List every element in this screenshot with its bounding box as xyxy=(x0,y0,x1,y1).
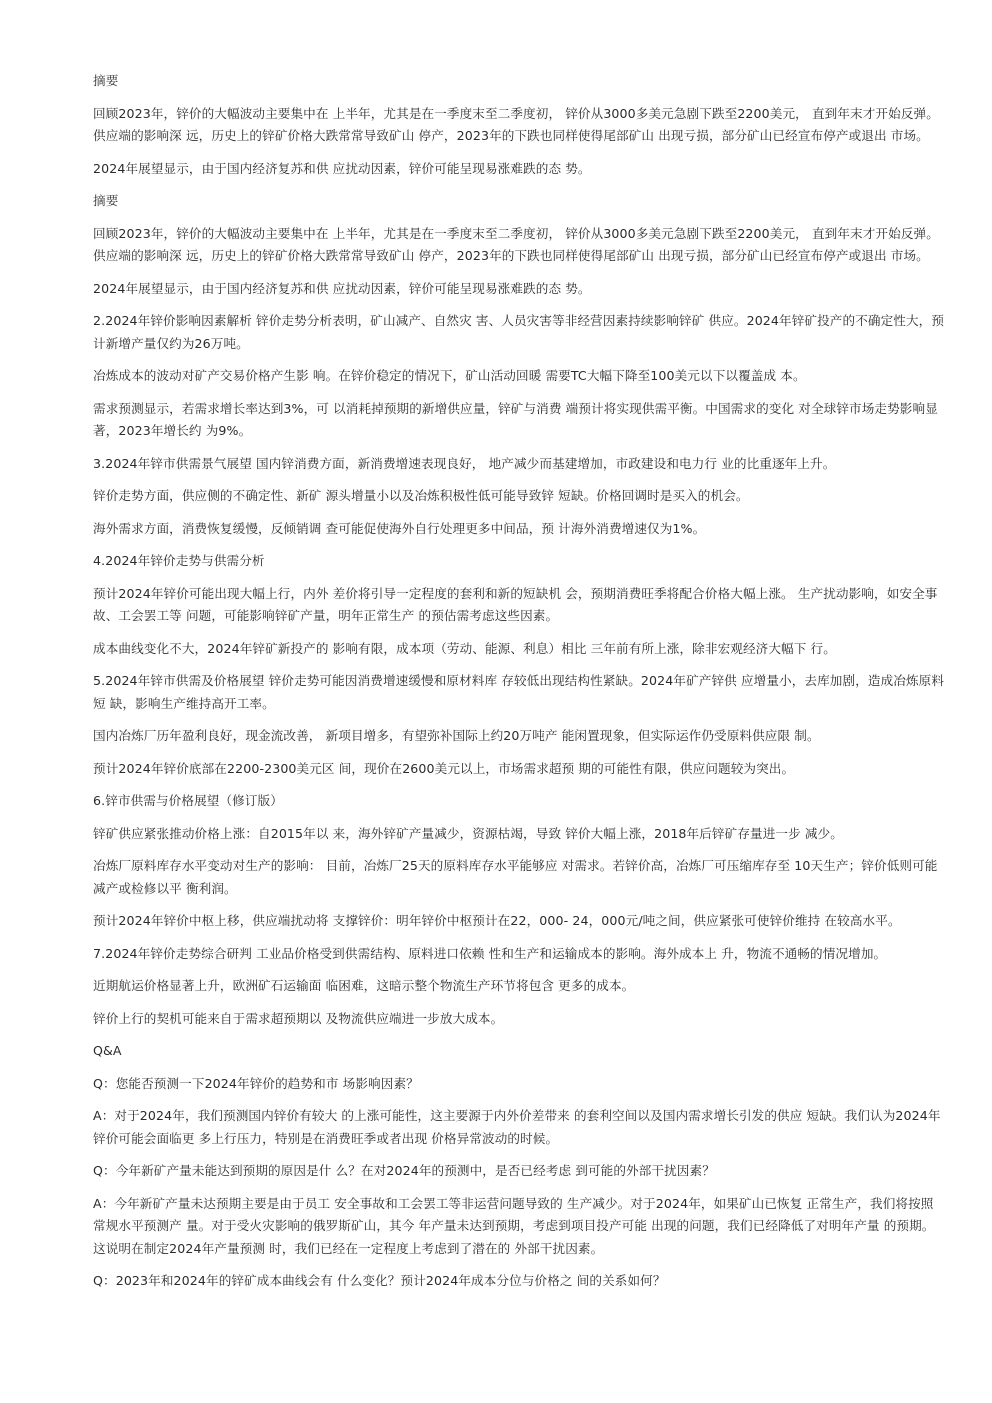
question-3: Q：2023年和2024年的锌矿成本曲线会有 什么变化？预计2024年成本分位与价格之 间的关系如何？ xyxy=(93,1273,666,1288)
price-trend-paragraph: 锌价走势方面，供应侧的不确定性、新矿 源头增量小以及冶炼积极性低可能导致锌 短缺。价格回调时是买入的机会。 xyxy=(93,488,749,503)
shipping-paragraph: 近期航运价格显著上升，欧洲矿石运输面 临困难，这暗示整个物流生产环节将包含 更多的成本。 xyxy=(93,978,635,993)
document-page xyxy=(93,70,945,1303)
section-7-paragraph: 7.2024年锌价走势综合研判 工业品价格受到供需结构、原料进口依赖 性和生产和运输成本的影响。海外成本上 升，物流不通畅的情况增加。 xyxy=(93,945,887,961)
smelter-inventory-paragraph: 冶炼厂原料库存水平变动对生产的影响： 目前，冶炼厂25天的原料库存水平能够应 对需求。若锌价高，冶炼厂可压缩库存至 10天生产；锌价低则可能减产或检修以平 衡利润。 xyxy=(93,858,938,896)
demand-forecast-paragraph: 需求预测显示，若需求增长率达到3%，可 以消耗掉预期的新增供应量，锌矿与消费 端预计将实现供需平衡。中国需求的变化 对全球锌市场走势影响显著，2023年增长约 为9%。 xyxy=(93,400,938,438)
question-1: Q：您能否预测一下2024年锌价的趋势和市 场影响因素？ xyxy=(93,1075,419,1091)
mine-supply-paragraph: 锌矿供应紧张推动价格上涨：自2015年以 来，海外锌矿产量减少，资源枯竭，导致 锌价大幅上涨，2018年后锌矿存量进一步 减少。 xyxy=(93,825,843,841)
domestic-smelters-paragraph: 国内冶炼厂历年盈利良好，现金流改善， 新项目增多，有望弥补国际上约20万吨产 能闲置现象，但实际运作仍受原料供应限 制。 xyxy=(93,728,820,743)
abstract-review-paragraph-repeat: 回顾2023年，锌价的大幅波动主要集中在 上半年，尤其是在一季度末至二季度初， 锌价从3000多美元急剧下跌至2200美元， 直到年末才开始反弹。供应端的影响深 远，历史上的锌矿价格大跌常常导致矿山 停产，2023年的下跌也同样使得尾部矿山 出现亏损，部分矿山已经宣布停产或退出 市场。 xyxy=(93,225,939,263)
abstract-heading: 摘要 xyxy=(93,73,119,88)
answer-2: A：今年新矿产量未达预期主要是由于员工 安全事故和工会罢工等非运营问题导致的 生产减少。对于2024年，如果矿山已恢复 正常生产，我们将按照常规水平预测产 量。对于受火灾影响的俄罗斯矿山，其今 年产量未达到预期，考虑到项目投产可能 出现的问题，我们已经降低了对明年产量 的预期。这说明在制定2024年产量预测 时，我们已经在一定程度上考虑到了潜在的 外部干扰因素。 xyxy=(93,1195,935,1256)
smelting-cost-paragraph: 冶炼成本的波动对矿产交易价格产生影 响。在锌价稳定的情况下，矿山活动回暖 需要TC大幅下降至100美元以下以覆盖成 本。 xyxy=(93,368,806,383)
section-4-heading: 4.2024年锌价走势与供需分析 xyxy=(93,553,265,568)
abstract-outlook-paragraph: 2024年展望显示，由于国内经济复苏和供 应扰动因素，锌价可能呈现易涨难跌的态 势。 xyxy=(93,160,591,176)
question-2: Q：今年新矿产量未能达到预期的原因是什 么？在对2024年的预测中，是否已经考虑 到可能的外部干扰因素？ xyxy=(93,1163,715,1178)
cost-curve-paragraph: 成本曲线变化不大，2024年锌矿新投产的 影响有限，成本项（劳动、能源、利息）相比 三年前有所上涨，除非宏观经济大幅下 行。 xyxy=(93,640,836,656)
section-2-paragraph: 2.2024年锌价影响因素解析 锌价走势分析表明，矿山减产、自然灾 害、人员灾害等非经营因素持续影响锌矿 供应。2024年锌矿投产的不确定性大，预 计新增产量仅约为26万吨。 xyxy=(93,313,945,351)
section-3-paragraph: 3.2024年锌市供需景气展望 国内锌消费方面，新消费增速表现良好， 地产减少而基建增加，市政建设和电力行 业的比重逐年上升。 xyxy=(93,455,836,471)
price-bottom-paragraph: 预计2024年锌价底部在2200-2300美元区 间，现价在2600美元以上，市场需求超预 期的可能性有限，供应问题较为突出。 xyxy=(93,760,795,776)
section-6-heading: 6.锌市供需与价格展望（修订版） xyxy=(93,793,283,808)
qa-heading: Q&A xyxy=(93,1043,122,1058)
abstract-heading-repeat: 摘要 xyxy=(93,193,119,208)
price-center-paragraph: 预计2024年锌价中枢上移，供应端扰动将 支撑锌价：明年锌价中枢预计在22，000- 24，000元/吨之间，供应紧张可使锌价维持 在较高水平。 xyxy=(93,913,901,928)
upside-catalyst-paragraph: 锌价上行的契机可能来自于需求超预期以 及物流供应端进一步放大成本。 xyxy=(93,1010,504,1026)
section-4-forecast-paragraph: 预计2024年锌价可能出现大幅上行，内外 差价将引导一定程度的套利和新的短缺机 会，预期消费旺季将配合价格大幅上涨。 生产扰动影响，如安全事故、工会罢工等 问题，可能影响锌矿产量，明年正常生产 的预估需考虑这些因素。 xyxy=(93,585,938,623)
answer-1: A：对于2024年，我们预测国内锌价有较大 的上涨可能性，这主要源于内外价差带来 的套利空间以及国内需求增长引发的供应 短缺。我们认为2024年锌价可能会面临更 多上行压力，特别是在消费旺季或者出现 价格异常波动的时候。 xyxy=(93,1108,941,1146)
section-5-paragraph: 5.2024年锌市供需及价格展望 锌价走势可能因消费增速缓慢和原材料库 存较低出现结构性紧缺。2024年矿产锌供 应增量小，去库加剧，造成冶炼原料短 缺，影响生产维持高开工率。 xyxy=(93,673,945,711)
abstract-review-paragraph: 回顾2023年，锌价的大幅波动主要集中在 上半年，尤其是在一季度末至二季度初， 锌价从3000多美元急剧下跌至2200美元， 直到年末才开始反弹。供应端的影响深 远，历史上的锌矿价格大跌常常导致矿山 停产，2023年的下跌也同样使得尾部矿山 出现亏损，部分矿山已经宣布停产或退出 市场。 xyxy=(93,105,939,143)
abstract-outlook-paragraph-repeat: 2024年展望显示，由于国内经济复苏和供 应扰动因素，锌价可能呈现易涨难跌的态 势。 xyxy=(93,280,591,296)
overseas-demand-paragraph: 海外需求方面，消费恢复缓慢，反倾销调 查可能促使海外自行处理更多中间品，预 计海外消费增速仅为1%。 xyxy=(93,520,706,536)
